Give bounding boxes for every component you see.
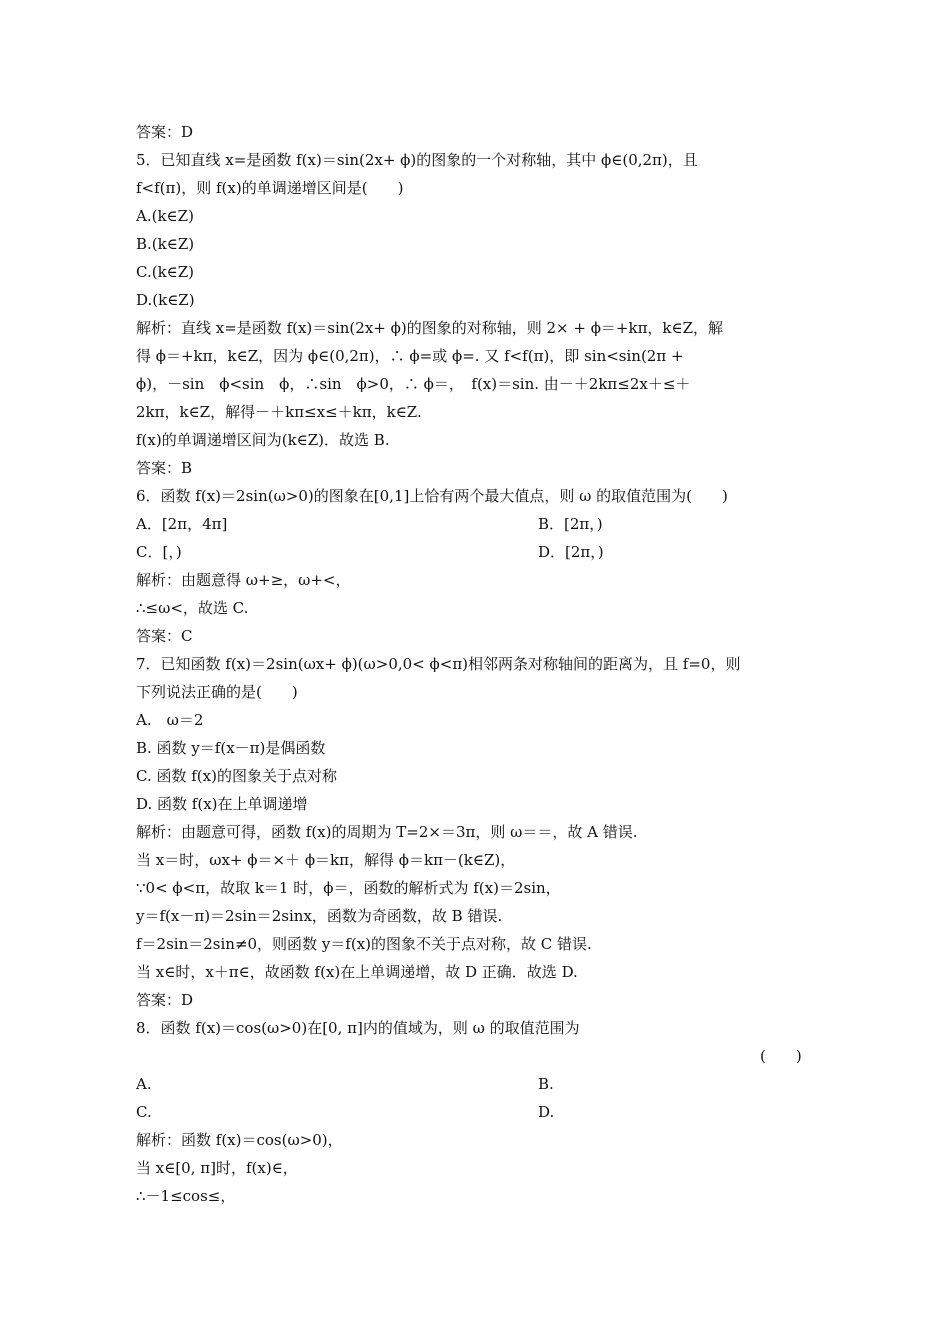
solution-line: f＝2sin＝2sin≠0，则函数 y＝f(x)的图象不关于点对称，故 C 错误. — [136, 935, 592, 953]
question-7-option-a: A. ω＝2 — [136, 711, 204, 729]
question-6-option-c: C．[，) — [136, 543, 182, 561]
question-8-options-row-2 — [136, 1098, 816, 1126]
question-8-option-b: B. — [538, 1075, 554, 1093]
question-6-option-b: B．[2π，) — [538, 515, 603, 533]
answer-line: 答案：D — [136, 991, 194, 1009]
question-6-stem: 6．函数 f(x)＝2sin(ω>0)的图象在[0,1]上恰有两个最大值点，则 ω 的取值范围为( ) — [136, 487, 728, 505]
solution-line: 解析：直线 x=是函数 f(x)＝sin(2x+ ϕ)的图象的对称轴，则 2× + ϕ＝+kπ，k∈Z，解 — [136, 319, 724, 337]
question-7-option-c: C. 函数 f(x)的图象关于点对称 — [136, 767, 337, 785]
question-5-option-c: C.(k∈Z) — [136, 263, 195, 281]
answer-line: 答案：B — [136, 459, 193, 477]
solution-line: 当 x∈时，x＋π∈，故函数 f(x)在上单调递增，故 D 正确．故选 D. — [136, 963, 578, 981]
answer-line: 答案：D — [136, 123, 194, 141]
question-8-option-c: C. — [136, 1103, 152, 1121]
question-5-option-d: D.(k∈Z) — [136, 291, 195, 309]
question-5-option-a: A.(k∈Z) — [136, 207, 194, 225]
solution-line: 解析：由题意得 ω+≥，ω+<， — [136, 571, 351, 589]
question-8-option-a: A. — [136, 1075, 152, 1093]
question-5-stem: 5．已知直线 x=是函数 f(x)＝sin(2x+ ϕ)的图象的一个对称轴，其中 ϕ∈(0,2π)，且 — [136, 151, 698, 169]
solution-line: 得 ϕ＝+kπ，k∈Z，因为 ϕ∈(0,2π)，∴ ϕ=或 ϕ=. 又 f<f(π)，即 sin<sin(2π + — [136, 347, 684, 365]
solution-line: 解析：函数 f(x)＝cos(ω>0)， — [136, 1131, 343, 1149]
solution-line: f(x)的单调递增区间为(k∈Z)．故选 B. — [136, 431, 390, 449]
solution-line: ∴－1≤cos≤， — [136, 1187, 236, 1205]
solution-line: 当 x＝时，ωx+ ϕ＝×＋ ϕ＝kπ，解得 ϕ＝kπ－(k∈Z)， — [136, 851, 516, 869]
question-5-option-b: B.(k∈Z) — [136, 235, 195, 253]
question-8-stem: 8．函数 f(x)＝cos(ω>0)在[0, π]内的值域为，则 ω 的取值范围为 — [136, 1019, 580, 1037]
question-6-option-d: D．[2π，) — [538, 543, 604, 561]
solution-line: 2kπ，k∈Z，解得－＋kπ≤x≤＋kπ，k∈Z. — [136, 403, 422, 421]
solution-line: ∴≤ω<，故选 C. — [136, 599, 249, 617]
question-8-option-d: D. — [538, 1103, 555, 1121]
solution-line: 解析：由题意可得，函数 f(x)的周期为 T=2×＝3π，则 ω＝＝，故 A 错误. — [136, 823, 638, 841]
question-6-options-row-1 — [136, 510, 816, 538]
solution-line: y＝f(x－π)＝2sin＝2sinx，函数为奇函数，故 B 错误. — [136, 907, 503, 925]
question-8-options-row-1 — [136, 1070, 816, 1098]
answer-line: 答案：C — [136, 627, 193, 645]
solution-line: ϕ)，－sin ϕ<sin ϕ，∴sin ϕ>0，∴ ϕ＝， f(x)＝sin. 由－＋2kπ≤2x＋≤＋ — [136, 375, 691, 393]
solution-line: ∵0< ϕ<π，故取 k＝1 时，ϕ＝，函数的解析式为 f(x)＝2sin， — [136, 879, 561, 897]
question-8-answer-paren: ( ) — [760, 1047, 802, 1065]
question-5-stem-cont: f<f(π)，则 f(x)的单调递增区间是( ) — [136, 179, 404, 197]
question-7-option-d: D. 函数 f(x)在上单调递增 — [136, 795, 308, 813]
solution-line: 当 x∈[0, π]时，f(x)∈， — [136, 1159, 298, 1177]
question-6-options-row-2 — [136, 538, 816, 566]
question-7-stem-cont: 下列说法正确的是( ) — [136, 683, 298, 701]
question-7-option-b: B. 函数 y＝f(x－π)是偶函数 — [136, 739, 326, 757]
question-6-option-a: A．[2π，4π] — [136, 515, 228, 533]
question-7-stem: 7．已知函数 f(x)＝2sin(ωx+ ϕ)(ω>0,0< ϕ<π)相邻两条对称轴间的距离为，且 f=0，则 — [136, 655, 741, 673]
